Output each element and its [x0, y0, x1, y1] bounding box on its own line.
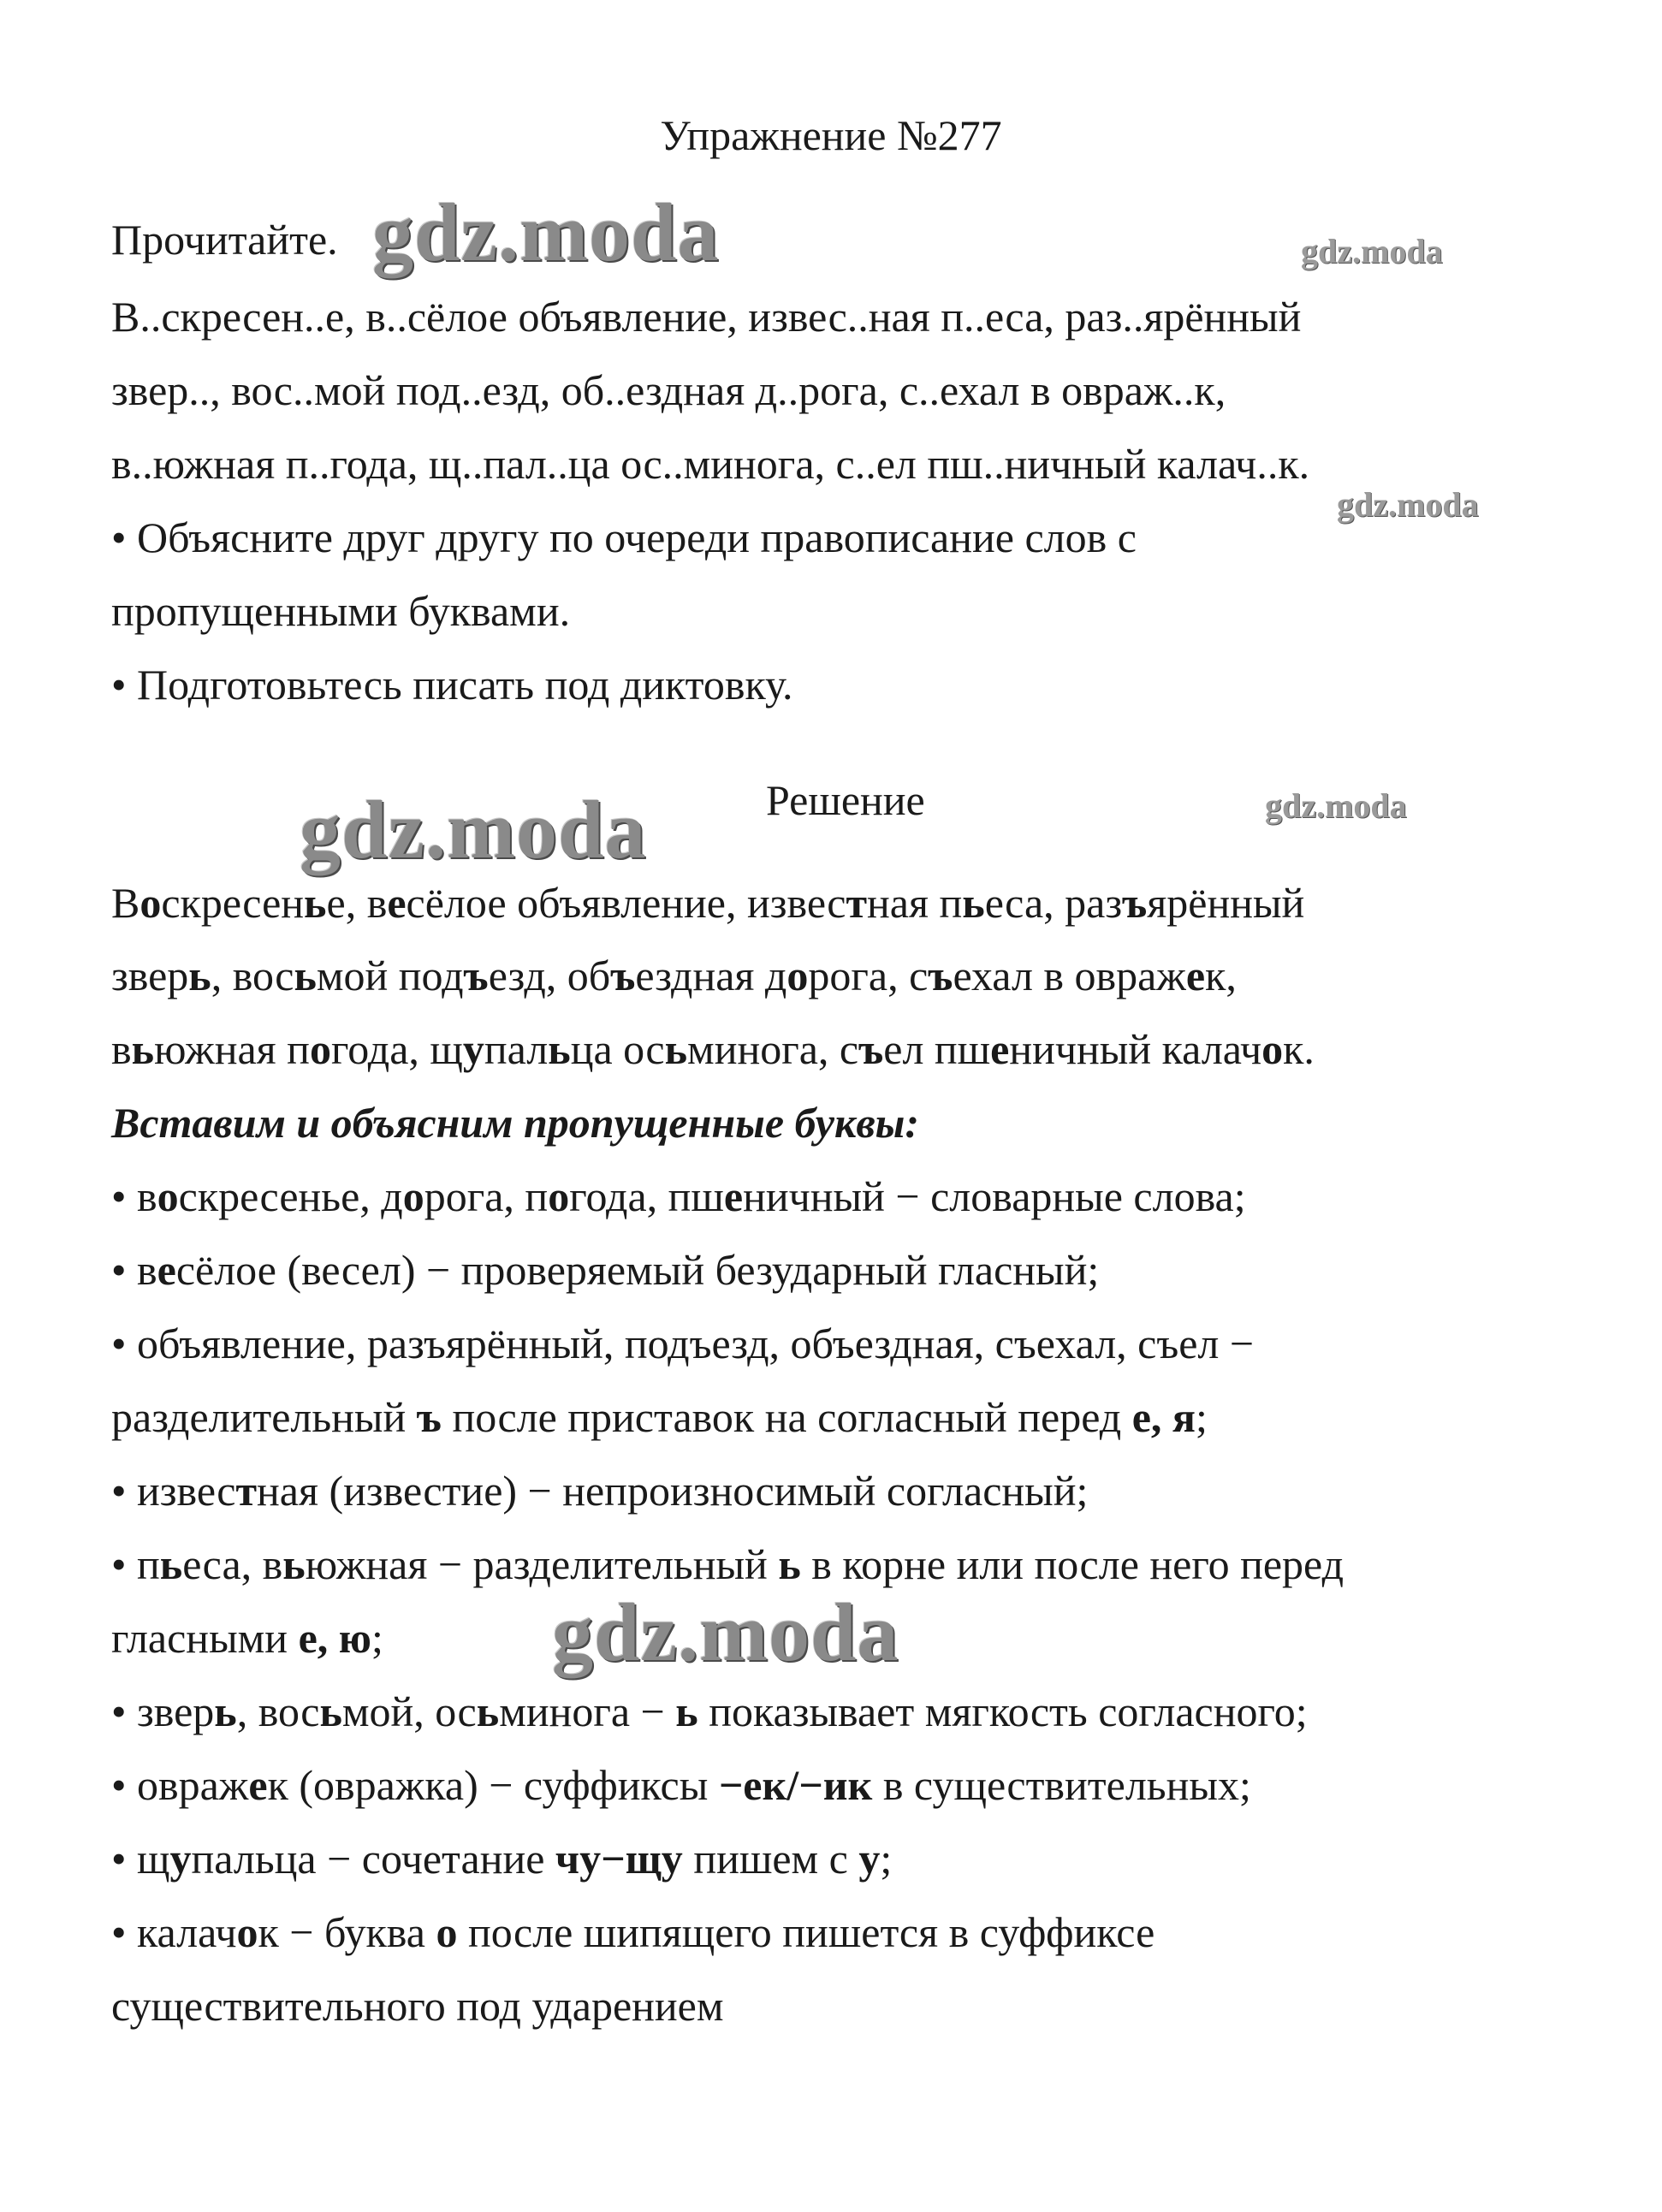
task-line-1: В..скресен..е, в..сёлое объявление, извес..ная п..еса, раз..ярённый — [111, 293, 1302, 341]
task-line-3: в..южная п..года, щ..пал..ца ос..минога, с..ел пш..ничный калач..к. — [111, 440, 1310, 488]
task-intro: Прочитайте. — [111, 216, 338, 264]
task-instruction-1a: • Объясните друг другу по очереди правописание слов с — [111, 513, 1137, 561]
solution-subheading: Вставим и объясним пропущенные буквы: — [111, 1099, 920, 1147]
rule-4: • известная (известие) − непроизносимый согласный; — [111, 1467, 1089, 1515]
page-title: Упражнение №277 — [660, 111, 1002, 159]
watermark: gdz.moda — [1301, 232, 1443, 270]
task-instruction-2: • Подготовьтесь писать под диктовку. — [111, 661, 793, 709]
rule-1: • воскресенье, дорога, погода, пшеничный − словарные слова; — [111, 1172, 1246, 1220]
rule-9b: существительного под ударением — [111, 1982, 724, 2030]
rule-3b: разделительный ъ после приставок на согласный перед е, я; — [111, 1393, 1208, 1441]
watermark: gdz.moda — [372, 187, 720, 278]
watermark: gdz.moda — [300, 784, 647, 875]
rule-8: • щупальца − сочетание чу−щу пишем с у; — [111, 1835, 893, 1883]
solution-line-2: зверь, восьмой подъезд, объездная дорога, съехал в овражек, — [111, 952, 1237, 999]
rule-9a: • калачок − буква о после шипящего пишется в суффиксе — [111, 1908, 1155, 1956]
watermark: gdz.moda — [1265, 786, 1407, 825]
rule-5a: • пьеса, вьюжная − разделительный ь в корне или после него перед — [111, 1540, 1344, 1588]
rule-7: • овражек (овражка) − суффиксы −ек/−ик в существительных; — [111, 1761, 1251, 1809]
rule-2: • весёлое (весел) − проверяемый безударный гласный; — [111, 1246, 1100, 1294]
rule-5b: гласными е, ю; — [111, 1614, 383, 1662]
rule-3a: • объявление, разъярённый, подъезд, объездная, съехал, съел − — [111, 1319, 1255, 1367]
watermark: gdz.moda — [552, 1586, 899, 1678]
watermark: gdz.moda — [1337, 485, 1479, 524]
rule-6: • зверь, восьмой, осьминога − ь показывает мягкость согласного; — [111, 1687, 1308, 1735]
solution-heading: Решение — [766, 776, 925, 824]
solution-line-3: вьюжная погода, щупальца осьминога, съел пшеничный калачок. — [111, 1025, 1315, 1073]
task-line-2: звер.., вос..мой под..езд, об..ездная д..рога, с..ехал в овраж..к, — [111, 366, 1226, 414]
solution-line-1: Воскресенье, весёлое объявление, известная пьеса, разъярённый — [111, 879, 1305, 927]
task-instruction-1b: пропущенными буквами. — [111, 587, 571, 635]
